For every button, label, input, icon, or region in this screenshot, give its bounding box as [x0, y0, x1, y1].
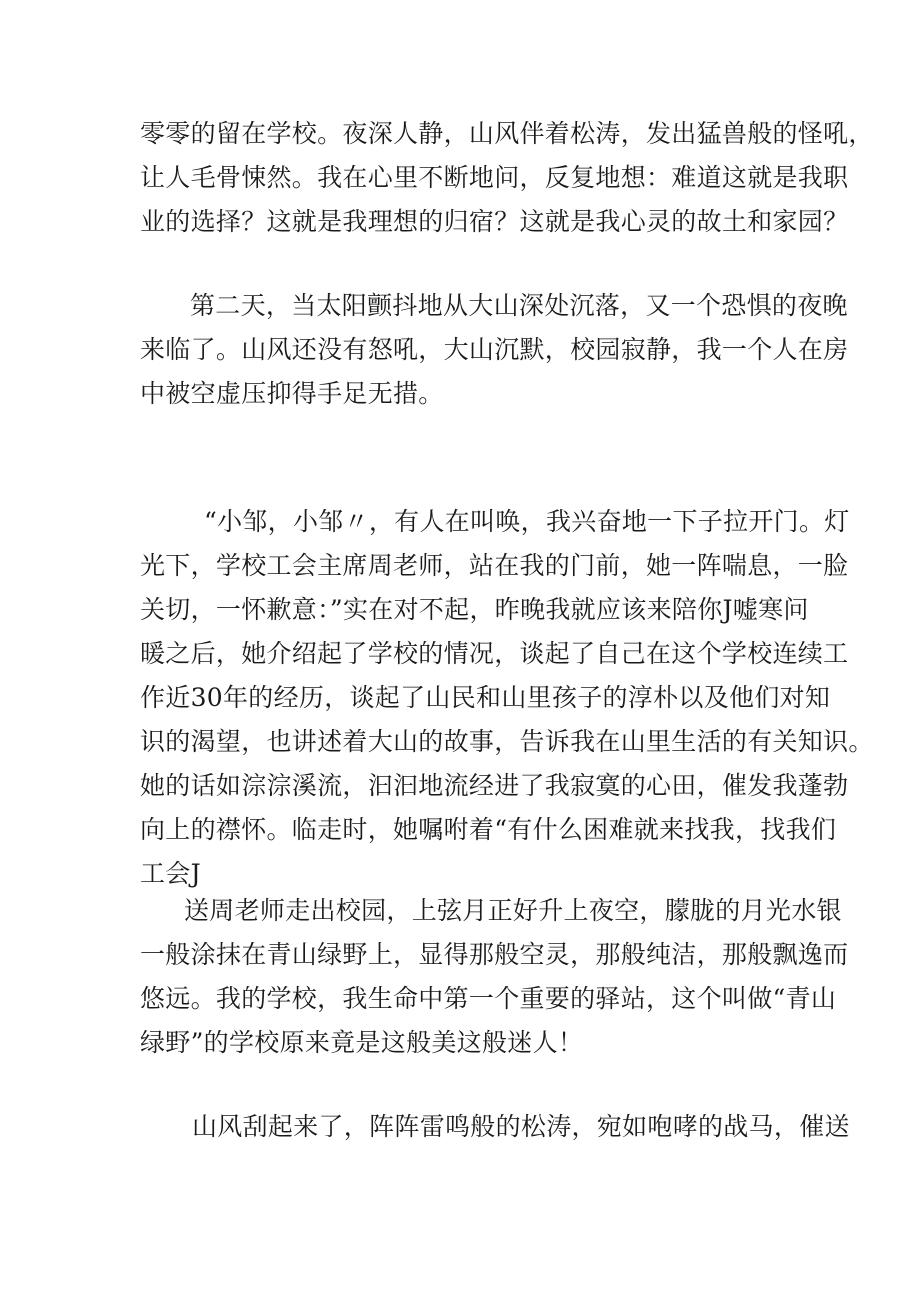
paragraph-line: 绿野”的学校原来竟是这般美这般迷人！: [140, 1028, 584, 1057]
paragraph-5: [140, 1105, 850, 1149]
paragraph-line: 让人毛骨悚然。我在心里不断地问，反复地想：难道这就是我职: [140, 163, 849, 192]
paragraph-line: 一般涂抹在青山绿野上，显得那般空灵，那般纯洁，那般飘逸而: [140, 940, 849, 969]
paragraph-line: 零零的留在学校。夜深人静，山风伴着松涛，发出猛兽般的怪吼，: [140, 119, 874, 148]
paragraph-line: 来临了。山风还没有怒吼，大山沉默，校园寂静，我一个人在房: [140, 335, 849, 364]
paragraph-line: 业的选择？这就是我理想的归宿？这就是我心灵的故土和家园？: [140, 207, 849, 236]
paragraph-line: 山风刮起来了，阵阵雷鸣般的松涛，宛如咆哮的战马，催送: [192, 1112, 850, 1141]
paragraph-line: “小邹，小邹〃，有人在叫唤，我兴奋地一下子拉开门。灯: [204, 507, 850, 536]
paragraph-line: 关切，一怀歉意：”实在对不起，昨晚我就应该来陪你J嘘寒问: [140, 595, 809, 624]
paragraph-line: 作近30年的经历，谈起了山民和山里孩子的淳朴以及他们对知: [140, 683, 831, 712]
paragraph-line: 中被空虚压抑得手足无措。: [140, 379, 444, 408]
paragraph-line: 向上的襟怀。临走时，她嘱咐着“有什么困难就来找我，找我们: [140, 815, 837, 844]
paragraph-line: 送周老师走出校园，上弦月正好升上夜空，朦胧的月光水银: [184, 896, 842, 925]
paragraph-line: 识的渴望，也讲述着大山的故事，告诉我在山里生活的有关知识。: [140, 727, 874, 756]
paragraph-line: 第二天，当太阳颤抖地从大山深处沉落，又一个恐惧的夜晚: [190, 291, 848, 320]
paragraph-line: 她的话如淙淙溪流，汩汩地流经进了我寂寞的心田，催发我蓬勃: [140, 771, 849, 800]
paragraph-3: [140, 500, 874, 896]
paragraph-line: 光下，学校工会主席周老师，站在我的门前，她一阵喘息，一脸: [140, 551, 849, 580]
paragraph-line: 工会J: [140, 859, 201, 888]
paragraph-4: [140, 889, 849, 1065]
paragraph-1: [140, 112, 874, 244]
paragraph-line: 暖之后，她介绍起了学校的情况，谈起了自己在这个学校连续工: [140, 639, 849, 668]
paragraph-2: [140, 284, 849, 416]
paragraph-line: 悠远。我的学校，我生命中第一个重要的驿站，这个叫做“青山: [140, 984, 837, 1013]
